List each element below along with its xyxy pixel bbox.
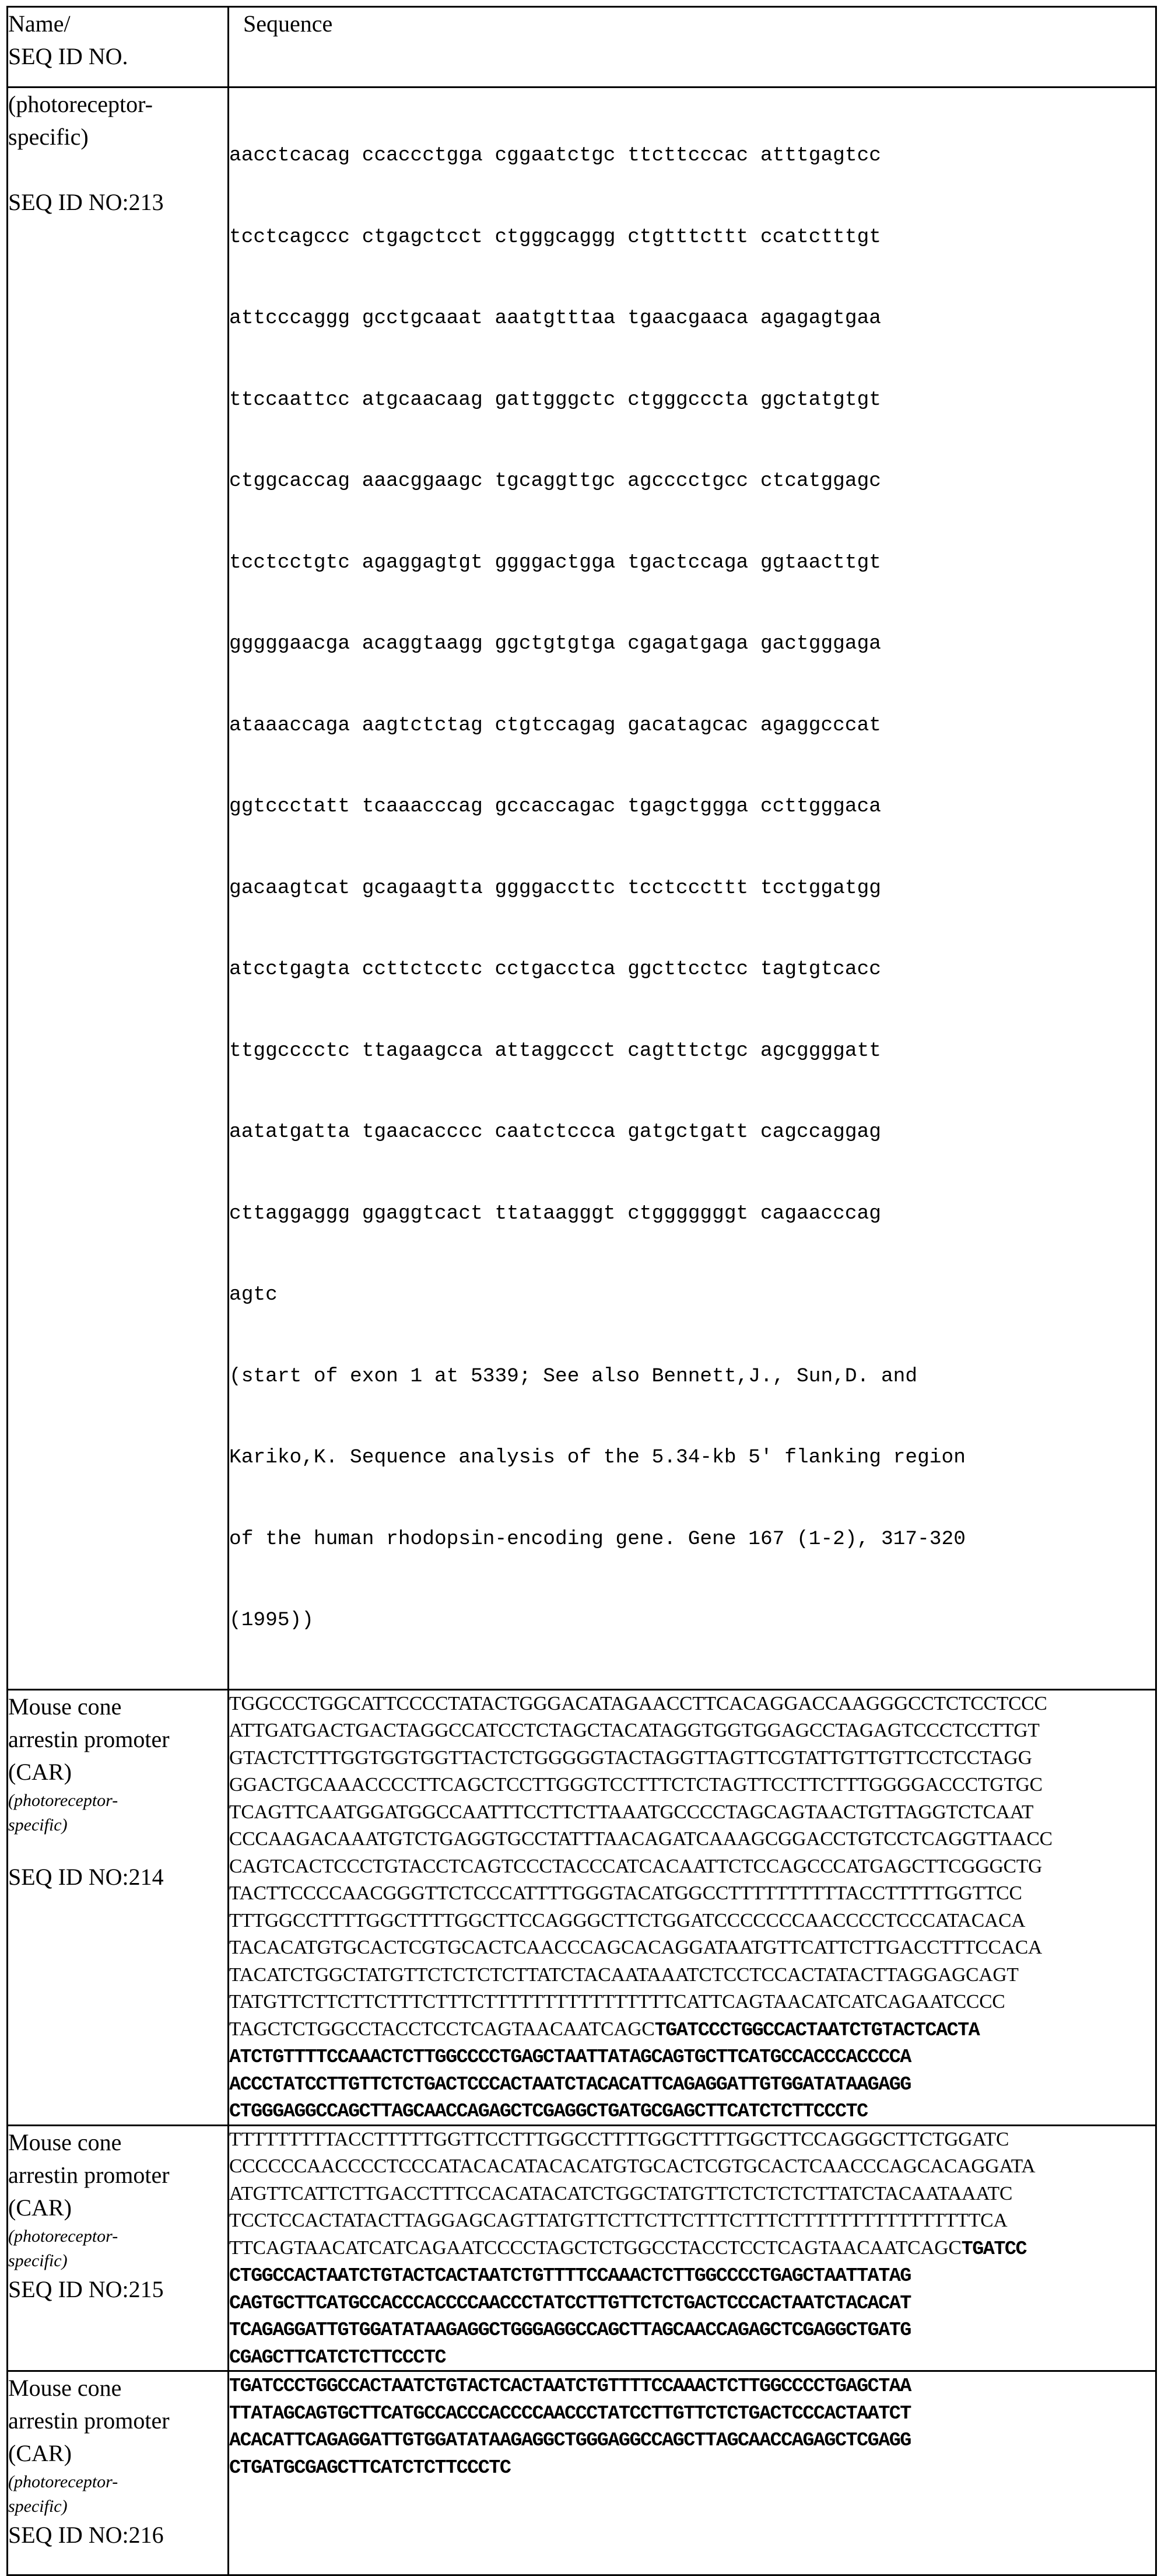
sequence-line [229, 1745, 1155, 1772]
sequence-segment: CAGTCACTCCCTGTACCTCAGTCCCTACCCATCACAATTCTCCAGCCCATGAGCTTCGGGCTG [229, 1855, 1043, 1877]
sequence-line [229, 1934, 1155, 1962]
name-cell [8, 2125, 229, 2371]
sequence-segment: TACTTCCCCAACGGGTTCTCCCATTTTGGGTACATGGCCTTTTTTTTTTACCTTTTTGGTTCC [229, 1882, 1022, 1904]
sequence-line [229, 2097, 1155, 2124]
sequence-line [229, 2262, 1155, 2289]
seq-id-label: SEQ ID NO:213 [8, 189, 164, 215]
name-line: Mouse cone [8, 1693, 122, 1720]
name-line: Mouse cone [8, 2129, 122, 2155]
sequence-segment-bold: TGATCCCTGGCCACTAATCTGTACTCACTA [654, 2019, 980, 2042]
sequence-segment: TCCTCCACTATACTTAGGAGCAGTTATGTTCTTCTTCTTTCTTTCTTTTTTTTTTTTTTTTCA [229, 2210, 1008, 2231]
sequence-segment-bold: TGATCCCTGGCCACTAATCTGTACTCACTAATCTGTTTTCCAAACTCTTGGCCCCTGAGCTAA [229, 2375, 911, 2398]
sequence-segment: GTACTCTTTGGTGGTGGTTACTCTGGGGGTACTAGGTTAGTTCGTATTGTTGTTCCTCCTAGG [229, 1746, 1032, 1769]
sequence-cell [229, 1689, 1156, 2125]
sequence-segment: TACACATGTGCACTCGTGCACTCAACCCAGCACAGGATAATGTTCATTCTTGACCTTTCCACA [229, 1937, 1043, 1958]
sequence-segment: TTTTTTTTTACCTTTTTGGTTCCTTTGGCCTTTTGGCTTTTGGCTTCCAGGGCTTCTGGATC [229, 2128, 1009, 2150]
sequence-line [229, 2180, 1155, 2208]
citation-line: (start of exon 1 at 5339; See also Bennett,J., Sun,D. and [229, 1364, 918, 1388]
sequence-segment: TGGCCCTGGCATTCCCCTATACTGGGACATAGAACCTTCACAGGACCAAGGGCCTCTCCTCCC [229, 1692, 1047, 1714]
sequence-line [229, 1853, 1155, 1881]
sequence-segment-bold: ATCTGTTTTCCAAACTCTTGGCCCCTGAGCTAATTATAGCAGTGCTTCATGCCACCCACCCCA [229, 2046, 911, 2068]
sequence-line [229, 1690, 1155, 1718]
sequence-line [229, 1880, 1155, 1908]
specificity-note: specific) [8, 2497, 68, 2516]
sequence-segment: CCCAAGACAAATGTCTGAGGTGCCTATTTAACAGATCAAAGCGGACCTGTCCTCAGGTTAACC [229, 1828, 1053, 1850]
sequence-line [229, 2454, 1155, 2481]
citation-line: (1995)) [229, 1609, 314, 1632]
sequence-line [229, 2153, 1155, 2180]
sequence-line [229, 1772, 1155, 1799]
name-line: (CAR) [8, 2440, 72, 2466]
sequence-segment: TTTGGCCTTTTGGCTTTTGGCTTCCAGGGCTTCTGGATCCCCCCCAACCCCTCCCATACACA [229, 1909, 1026, 1931]
header-row [8, 7, 1156, 88]
sequence-segment: TCAGTTCAATGGATGGCCAATTTCCTTCTTAAATGCCCCTAGCAGTAACTGTTAGGTCTCAAT [229, 1801, 1034, 1823]
sequence-line [229, 2316, 1155, 2343]
sequence-line [229, 2372, 1155, 2399]
sequence-table [6, 6, 1157, 2576]
sequence-line [229, 1962, 1155, 1989]
header-seqid-label: SEQ ID NO. [8, 43, 128, 69]
sequence-cell [229, 2125, 1156, 2371]
sequence-line [229, 2289, 1155, 2316]
table-row [8, 88, 1156, 1690]
name-line: specific) [8, 124, 89, 150]
name-line: Mouse cone [8, 2375, 122, 2401]
sequence-text: aacctcacag ccaccctgga cggaatctgc ttcttcccac atttgagtcc tcctcagccc ctgagctcct ctgggcaggg ctgtttcttt ccatctttgt attcccaggg gcctgcaaat aaatgtttaa tgaacgaaca agagagtgaa ttccaattcc atgcaacaag gattgggctc ctgggcccta ggctatgtgt ctggcaccag aaacggaagc tgcaggttgc agcccctgcc ctcatggagc tcctcctgtc agaggagtgt ggggactgga tgactccaga ggtaacttgt gggggaacga acaggtaagg ggctgtgtga cgagatgaga gactgggaga ataaaccaga aagtctctag ctgtccagag gacatagcac agaggcccat ggtccctatt tcaaacccag gccaccagac tgagctggga ccttgggaca gacaagtcat gcagaagtta ggggaccttc tcctcccttt tcctggatgg atcctgagta ccttctcctc cctgacctca ggcttcctcc tagtgtcacc ttggcccctc ttagaagcca attaggccct cagtttctgc agcggggatt aatatgatta tgaacacccc caatctccca gatgctgatt cagccaggag cttaggaggg ggaggtcact ttataagggt ctgggggggt cagaacccag agtc (start of exon 1 at 5339; See also Bennett,J., Sun,D. and Kariko,K. Sequence analysis of the 5.34-kb 5' flanking region of the human rhodopsin-encoding gene. Gene 167 (1-2), 317-320 (1995)) [229, 88, 1155, 1689]
seq-id-label: SEQ ID NO:214 [8, 1863, 164, 1890]
sequence-cell [229, 88, 1156, 1690]
name-line: (photoreceptor- [8, 91, 153, 117]
seq-id-label: SEQ ID NO:215 [8, 2276, 164, 2302]
sequence-text [229, 2372, 1155, 2480]
name-line: (CAR) [8, 1758, 72, 1785]
sequence-line [229, 1826, 1155, 1853]
sequence-segment: TACATCTGGCTATGTTCTCTCTCTTATCTACAATAAATCTCCTCCACTATACTTAGGAGCAGT [229, 1964, 1019, 1986]
sequence-segment-bold: ACCCTATCCTTGTTCTCTGACTCCCACTAATCTACACATTCAGAGGATTGTGGATATAAGAGG [229, 2073, 911, 2096]
specificity-note: (photoreceptor- [8, 2472, 118, 2491]
sequence-line [229, 1717, 1155, 1745]
sequence-line [229, 2235, 1155, 2262]
name-cell [8, 2371, 229, 2575]
specificity-note: (photoreceptor- [8, 1790, 118, 1810]
sequence-segment: ATGTTCATTCTTGACCTTTCCACATACATCTGGCTATGTTCTCTCTCTTATCTACAATAAATC [229, 2182, 1013, 2204]
sequence-segment-bold: CGAGCTTCATCTCTTCCCTC [229, 2346, 446, 2369]
table-row [8, 1689, 1156, 2125]
name-line: (CAR) [8, 2194, 72, 2221]
header-sequence-label: Sequence [243, 10, 333, 37]
sequence-segment-bold: TTATAGCAGTGCTTCATGCCACCCACCCCAACCCTATCCTTGTTCTCTGACTCCCACTAATCT [229, 2402, 911, 2425]
sequence-line [229, 2126, 1155, 2154]
sequence-cell [229, 2371, 1156, 2575]
sequence-line [229, 2426, 1155, 2454]
sequence-segment: TAGCTCTGGCCTACCTCCTCAGTAACAATCAGC [229, 2018, 655, 2040]
sequence-segment-bold: CAGTGCTTCATGCCACCCACCCCAACCCTATCCTTGTTCTCTGACTCCCACTAATCTACACAT [229, 2292, 911, 2315]
table-row [8, 2125, 1156, 2371]
sequence-line [229, 1799, 1155, 1826]
sequence-text [229, 2126, 1155, 2371]
name-line: arrestin promoter [8, 2407, 170, 2434]
name-line: arrestin promoter [8, 2161, 170, 2188]
sequence-segment: CCCCCCAACCCCTCCCATACACATACACATGTGCACTCGTGCACTCAACCCAGCACAGGATA [229, 2155, 1036, 2177]
sequence-line [229, 2399, 1155, 2427]
name-line: arrestin promoter [8, 1726, 170, 1752]
sequence-segment-bold: CTGGGAGGCCAGCTTAGCAACCAGAGCTCGAGGCTGATGCGAGCTTCATCTCTTCCCTC [229, 2101, 868, 2123]
specificity-note: specific) [8, 2250, 68, 2270]
sequence-line [229, 1908, 1155, 1935]
sequence-segment: GGACTGCAAACCCCTTCAGCTCCTTGGGTCCTTTCTCTAGTTCCTTCTTTGGGGACCCTGTGC [229, 1774, 1043, 1796]
header-sequence-cell [229, 7, 1156, 88]
specificity-note: (photoreceptor- [8, 2226, 118, 2246]
name-cell [8, 1689, 229, 2125]
citation-line: of the human rhodopsin-encoding gene. Gene 167 (1-2), 317-320 [229, 1527, 966, 1550]
sequence-line [229, 2343, 1155, 2371]
name-cell [8, 88, 229, 1690]
sequence-line [229, 2043, 1155, 2070]
header-name-label: Name/ [8, 10, 71, 37]
sequence-segment-bold: TGATCC [961, 2238, 1026, 2260]
sequence-segment-bold: CTGGCCACTAATCTGTACTCACTAATCTGTTTTCCAAACTCTTGGCCCCTGAGCTAATTATAG [229, 2265, 911, 2287]
table-row [8, 2371, 1156, 2575]
sequence-line [229, 2070, 1155, 2098]
seq-id-label: SEQ ID NO:216 [8, 2522, 164, 2548]
sequence-segment-bold: CTGATGCGAGCTTCATCTCTTCCCTC [229, 2456, 511, 2479]
specificity-note: specific) [8, 1815, 68, 1835]
sequence-line [229, 2207, 1155, 2235]
sequence-text [229, 1690, 1155, 2124]
sequence-segment: TATGTTCTTCTTCTTTCTTTCTTTTTTTTTTTTTTTTCATTCAGTAACATCATCAGAATCCCC [229, 1991, 1005, 2013]
sequence-segment: ATTGATGACTGACTAGGCCATCCTCTAGCTACATAGGTGGTGGAGCCTAGAGTCCCTCCTTGT [229, 1720, 1040, 1741]
sequence-line [229, 1989, 1155, 2016]
citation-line: Kariko,K. Sequence analysis of the 5.34-kb 5' flanking region [229, 1446, 966, 1469]
header-name-cell [8, 7, 229, 88]
sequence-segment: TTCAGTAACATCATCAGAATCCCCTAGCTCTGGCCTACCTCCTCAGTAACAATCAGC [229, 2236, 962, 2259]
sequence-line [229, 2016, 1155, 2043]
sequence-segment-bold: TCAGAGGATTGTGGATATAAGAGGCTGGGAGGCCAGCTTAGCAACCAGAGCTCGAGGCTGATG [229, 2319, 911, 2342]
sequence-segment-bold: ACACATTCAGAGGATTGTGGATATAAGAGGCTGGGAGGCCAGCTTAGCAACCAGAGCTCGAGG [229, 2430, 911, 2452]
